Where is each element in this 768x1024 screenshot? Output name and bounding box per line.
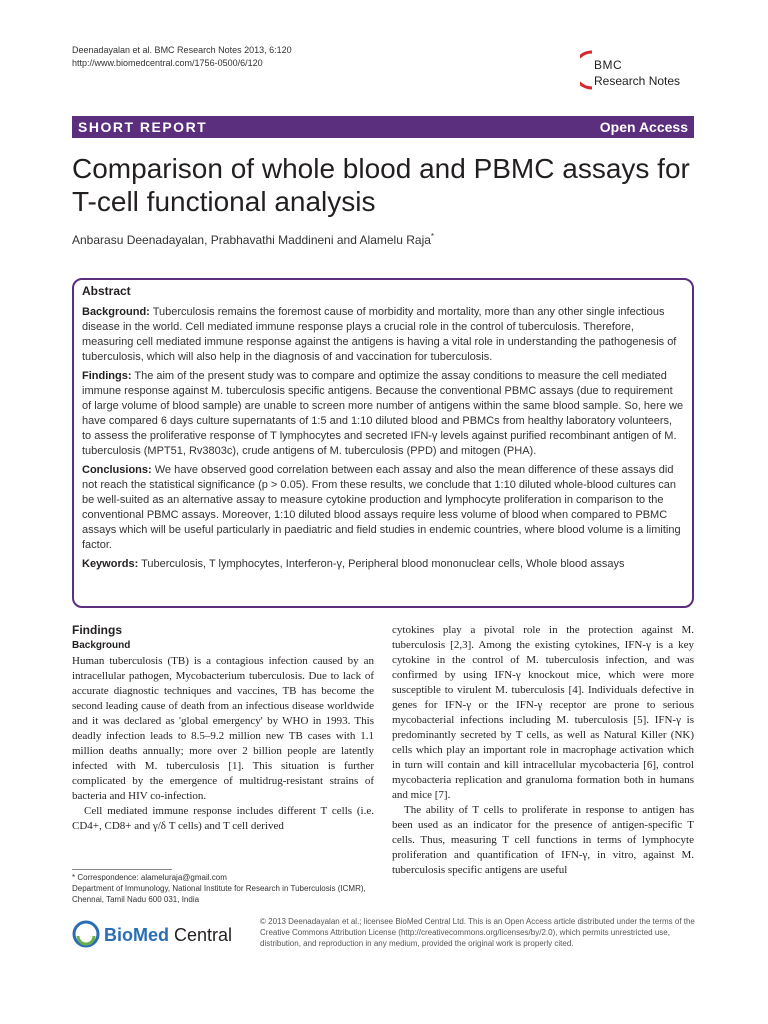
- correspondence-mark: *: [430, 232, 435, 241]
- logo-bmc-text: BMC: [594, 58, 623, 72]
- abstract-label: Findings:: [82, 370, 132, 382]
- citation-line: Deenadayalan et al. BMC Research Notes 2013, 6:120: [72, 45, 292, 55]
- abstract-conclusions: [82, 463, 684, 553]
- publisher-logo: [72, 918, 233, 952]
- body-paragraph: Human tuberculosis (TB) is a contagious infection caused by an intracellular pathogen, Mycobacterium tuberculosis. Due to lack of accurate diagnostic techniques and vaccines, TB has become the second leading cause of death from an infectious disease worldwide and it was declared as 'global emergency' by WHO in 1993. This deadly infection leads to 8.5–9.2 million new TB cases with 1.1 million deaths annually; more over 2 billion people are latently infected with M. tuberculosis [1]. This situation is further complicated by the emergence of multidrug-resistant strains of bacteria and HIV co-infection.: [72, 655, 374, 802]
- abstract-keywords: [82, 557, 684, 572]
- author-names: Anbarasu Deenadayalan, Prabhavathi Maddineni and Alamelu Raja: [72, 233, 431, 247]
- abstract-heading: Abstract: [82, 284, 131, 298]
- section-heading: Findings: [72, 623, 122, 637]
- abstract-label: Conclusions:: [82, 464, 152, 476]
- abstract-text: Tuberculosis remains the foremost cause of morbidity and mortality, more than any other single infectious disease in the world. Cell mediated immune response plays a crucial role in the control of tuberculosis. Therefore, measuring cell mediated immune response against the antigens is having a vital role in understanding the pathogenesis of tuberculosis, which will also help in the diagnosis of and vaccination for tuberculosis.: [82, 306, 677, 363]
- author-list: [72, 232, 434, 247]
- footnote-divider: [72, 869, 172, 870]
- body-column-right: [392, 623, 694, 878]
- article-url[interactable]: http://www.biomedcentral.com/1756-0500/6/120: [72, 58, 263, 68]
- publisher-name-central: Central: [169, 925, 233, 945]
- article-title: Comparison of whole blood and PBMC assays for T-cell functional analysis: [72, 153, 690, 217]
- citation-header: [72, 44, 292, 70]
- logo-arc-icon: [580, 50, 594, 90]
- logo-journal-text: Research Notes: [594, 74, 681, 88]
- abstract-text: Tuberculosis, T lymphocytes, Interferon-γ, Peripheral blood mononuclear cells, Whole blood assays: [138, 558, 625, 570]
- abstract-text: The aim of the present study was to compare and optimize the assay conditions to measure the cell mediated immune response against M. tuberculosis specific antigens. Because the conventional PBMC assays (due to requirement of large volume of blood sample) are unable to screen more number of antigens within the same blood sample. So, here we have compared 6 days culture supernatants of 1:5 and 1:10 diluted blood and PBMCs from healthy laboratory volunteers, to assess the proliferative response of T lymphocytes and secreted IFN-γ levels against purified recombinant antigen of M. tuberculosis (MPT51, Rv3803c), crude antigens of M. tuberculosis (PPD) and mitogen (PHA).: [82, 370, 684, 457]
- subsection-heading: Background: [72, 640, 131, 651]
- open-access-label: Open Access: [599, 119, 688, 135]
- abstract-content: [82, 284, 684, 576]
- abstract-label: Keywords:: [82, 558, 139, 570]
- body-column-left: [72, 623, 374, 834]
- affiliation: Department of Immunology, National Institute for Research in Tuberculosis (ICMR), Chennai, Tamil Nadu 600 031, India: [72, 884, 366, 904]
- body-paragraph: Cell mediated immune response includes different T cells (i.e. CD4+, CD8+ and γ/δ T cells) and T cell derived: [72, 805, 374, 832]
- body-paragraph: The ability of T cells to proliferate in response to antigen has been used as an indicator for the presence of antigen-specific T cells. Thus, measuring T cell functions in terms of lymphocyte proliferation and quantification of IFN-γ, in vitro, against M. tuberculosis specific antigens are useful: [392, 804, 694, 876]
- footnote: [72, 872, 374, 905]
- article-type-banner: [72, 116, 694, 138]
- correspondence-email[interactable]: * Correspondence: alameluraja@gmail.com: [72, 873, 227, 882]
- article-type-label: SHORT REPORT: [78, 119, 208, 135]
- abstract-label: Background:: [82, 306, 150, 318]
- biomed-circle-icon: [72, 920, 100, 948]
- publisher-name-bio: BioMed: [104, 925, 169, 945]
- body-paragraph: cytokines play a pivotal role in the protection against M. tuberculosis [2,3]. Among the existing cytokines, IFN-γ is a key cytokine in the control of M. tuberculosis infection, and was confirmed by using IFN-γ knockout mice, which were more susceptible to virulent M. tuberculosis [4]. Individuals defective in genes for IFN-γ or the IFN-γ receptor are prone to serious mycobacterial infections including M. tuberculosis [5]. IFN-γ is predominantly secreted by T cells, as well as Natural Killer (NK) cells which play an important role in macrophage activation which in turn will contain and kill intracellular mycobacteria [6], control mycobacteria replication and granuloma formation both in humans and mice [7].: [392, 624, 694, 801]
- abstract-text: We have observed good correlation between each assay and also the mean difference of these assays did not reach the statistical significance (p > 0.05). From these results, we conclude that 1:10 diluted whole-blood cultures can be well-suited as an alternative assay to measure cytokine production and lymphocyte proliferation in comparison to the conventional PBMC assays. Moreover, 1:10 diluted blood assays require less volume of blood when compared to PBMC assays which will be useful particularly in paediatric and field studies in endemic countries, where blood volume is a limiting factor.: [82, 464, 681, 551]
- journal-logo: [580, 50, 700, 98]
- abstract-background: [82, 305, 684, 365]
- abstract-findings: [82, 369, 684, 459]
- publisher-name: [104, 925, 232, 946]
- license-text: © 2013 Deenadayalan et al.; licensee BioMed Central Ltd. This is an Open Access article distributed under the terms of the Creative Commons Attribution License (http://creativecommons.org/licenses/by/2.0), which permits unrestricted use, distribution, and reproduction in any medium, provided the original work is properly cited.: [260, 917, 695, 948]
